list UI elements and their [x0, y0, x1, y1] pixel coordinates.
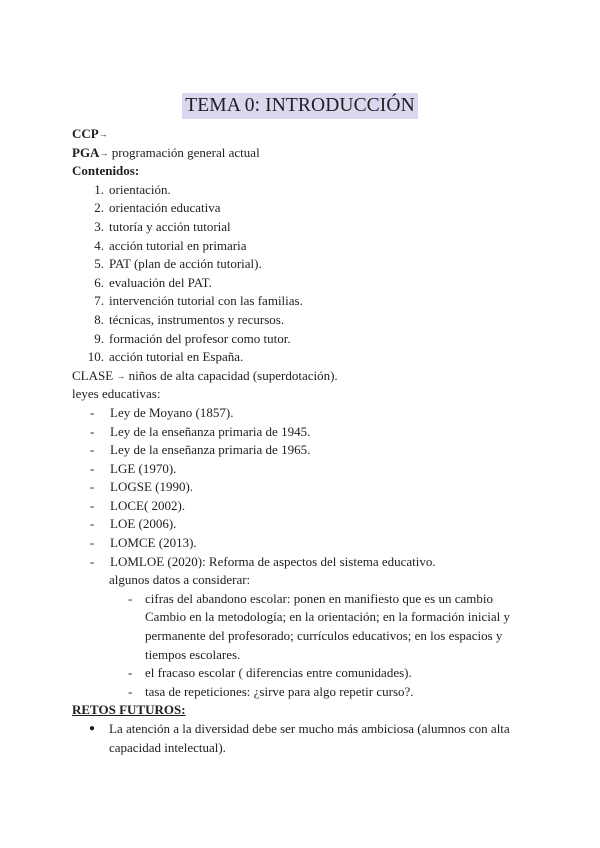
dash-icon: - — [90, 497, 95, 513]
pga-text: programación general actual — [111, 144, 260, 160]
list-item — [72, 348, 542, 367]
dash-icon: - — [128, 590, 133, 606]
item-text: capacidad intelectual). — [109, 739, 226, 755]
item-text: formación del profesor como tutor. — [109, 330, 291, 346]
item-text: LOMLOE (2020): Reforma de aspectos del sistema educativo. — [110, 553, 436, 569]
dash-icon: - — [90, 553, 95, 569]
item-number: 1. — [94, 181, 104, 197]
list-item — [72, 218, 542, 237]
dash-icon: - — [90, 460, 95, 476]
dash-icon: - — [90, 535, 95, 551]
item-text: Cambio en la metodología; en la orientación; en la formación inicial y — [145, 609, 510, 625]
leyes-heading: leyes educativas: — [72, 386, 161, 402]
list-item — [72, 515, 542, 534]
list-item — [72, 553, 542, 572]
item-text: tutoría y acción tutorial — [109, 218, 231, 234]
dash-icon: - — [90, 423, 95, 439]
list-item-continuation — [72, 739, 542, 758]
list-item — [72, 274, 542, 293]
page-title: TEMA 0: INTRODUCCIÓN — [182, 93, 418, 119]
list-item — [72, 199, 542, 218]
item-text: LOCE( 2002). — [110, 497, 186, 513]
bullet-icon: ● — [89, 723, 96, 734]
list-item — [72, 292, 542, 311]
list-item — [72, 237, 542, 256]
item-text: LOMCE (2013). — [110, 535, 197, 551]
pga-label: PGA — [72, 144, 100, 160]
item-text: La atención a la diversidad debe ser mucho más ambiciosa (alumnos con alta — [109, 721, 510, 736]
list-item — [72, 460, 542, 479]
item-text: intervención tutorial con las familias. — [109, 293, 303, 309]
datos-heading-text: algunos datos a considerar: — [109, 572, 251, 588]
sub-list-item — [72, 664, 542, 683]
item-text: Ley de Moyano (1857). — [110, 404, 234, 420]
leyes-list — [72, 404, 542, 702]
item-text: tasa de repeticiones: ¿sirve para algo repetir curso?. — [145, 683, 414, 699]
document-body — [72, 125, 542, 757]
list-item — [72, 441, 542, 460]
item-text: LGE (1970). — [110, 460, 177, 476]
item-number: 4. — [94, 237, 104, 253]
item-text: permanente del profesorado; currículos educativos; en los espacios y — [145, 628, 503, 644]
item-text: orientación. — [109, 181, 171, 197]
sub-list-item — [72, 683, 542, 702]
sub-list-item-continuation — [72, 646, 542, 665]
item-text: Ley de la enseñanza primaria de 1945. — [110, 423, 311, 439]
item-text: LOGSE (1990). — [110, 479, 194, 495]
dash-icon: - — [90, 479, 95, 495]
retos-list — [72, 720, 542, 757]
item-number: 10. — [87, 349, 104, 365]
list-item — [72, 404, 542, 423]
list-item — [72, 423, 542, 442]
item-text: orientación educativa — [109, 200, 221, 216]
item-number: 7. — [94, 293, 104, 309]
item-text: PAT (plan de acción tutorial). — [109, 256, 262, 272]
sub-list-item-continuation — [72, 608, 542, 627]
sub-list-item — [72, 590, 542, 609]
list-item — [72, 311, 542, 330]
item-text: técnicas, instrumentos y recursos. — [109, 311, 285, 327]
item-text: el fracaso escolar ( diferencias entre comunidades). — [145, 665, 412, 681]
arrow-icon: → — [116, 370, 126, 381]
item-text: LOE (2006). — [110, 516, 177, 532]
dash-icon: - — [128, 683, 133, 699]
dash-icon: - — [90, 516, 95, 532]
list-item — [72, 720, 542, 739]
dash-icon: - — [90, 404, 95, 420]
item-text: Ley de la enseñanza primaria de 1965. — [110, 442, 311, 458]
item-number: 5. — [94, 256, 104, 272]
item-number: 6. — [94, 274, 104, 290]
item-number: 8. — [94, 311, 104, 327]
item-number: 3. — [94, 218, 104, 234]
dash-icon: - — [128, 665, 133, 681]
sub-list-item-continuation — [72, 627, 542, 646]
list-item — [72, 478, 542, 497]
list-item — [72, 534, 542, 553]
contenidos-heading: Contenidos: — [72, 163, 140, 179]
clase-label: CLASE — [72, 367, 114, 383]
item-text: evaluación del PAT. — [109, 274, 212, 290]
item-text: acción tutorial en primaria — [109, 237, 247, 253]
arrow-icon: → — [99, 147, 109, 158]
ccp-label: CCP — [72, 126, 99, 141]
item-number: 9. — [94, 330, 104, 346]
item-text: acción tutorial en España. — [109, 349, 244, 365]
ccp-line — [72, 125, 542, 144]
item-number: 2. — [94, 200, 104, 216]
list-item — [72, 497, 542, 516]
retos-heading: RETOS FUTUROS: — [72, 702, 186, 718]
dash-icon: - — [90, 442, 95, 458]
item-text: cifras del abandono escolar: ponen en manifiesto que es un cambio — [145, 590, 493, 606]
contenidos-list — [72, 181, 542, 367]
list-item — [72, 255, 542, 274]
list-item — [72, 181, 542, 200]
arrow-icon: → — [98, 129, 108, 139]
pga-line — [72, 144, 542, 163]
datos-heading — [72, 571, 542, 590]
retos-heading-line — [72, 701, 542, 720]
item-text: tiempos escolares. — [145, 646, 241, 662]
clase-line — [72, 367, 542, 386]
list-item — [72, 330, 542, 349]
clase-text: niños de alta capacidad (superdotación). — [128, 367, 338, 383]
